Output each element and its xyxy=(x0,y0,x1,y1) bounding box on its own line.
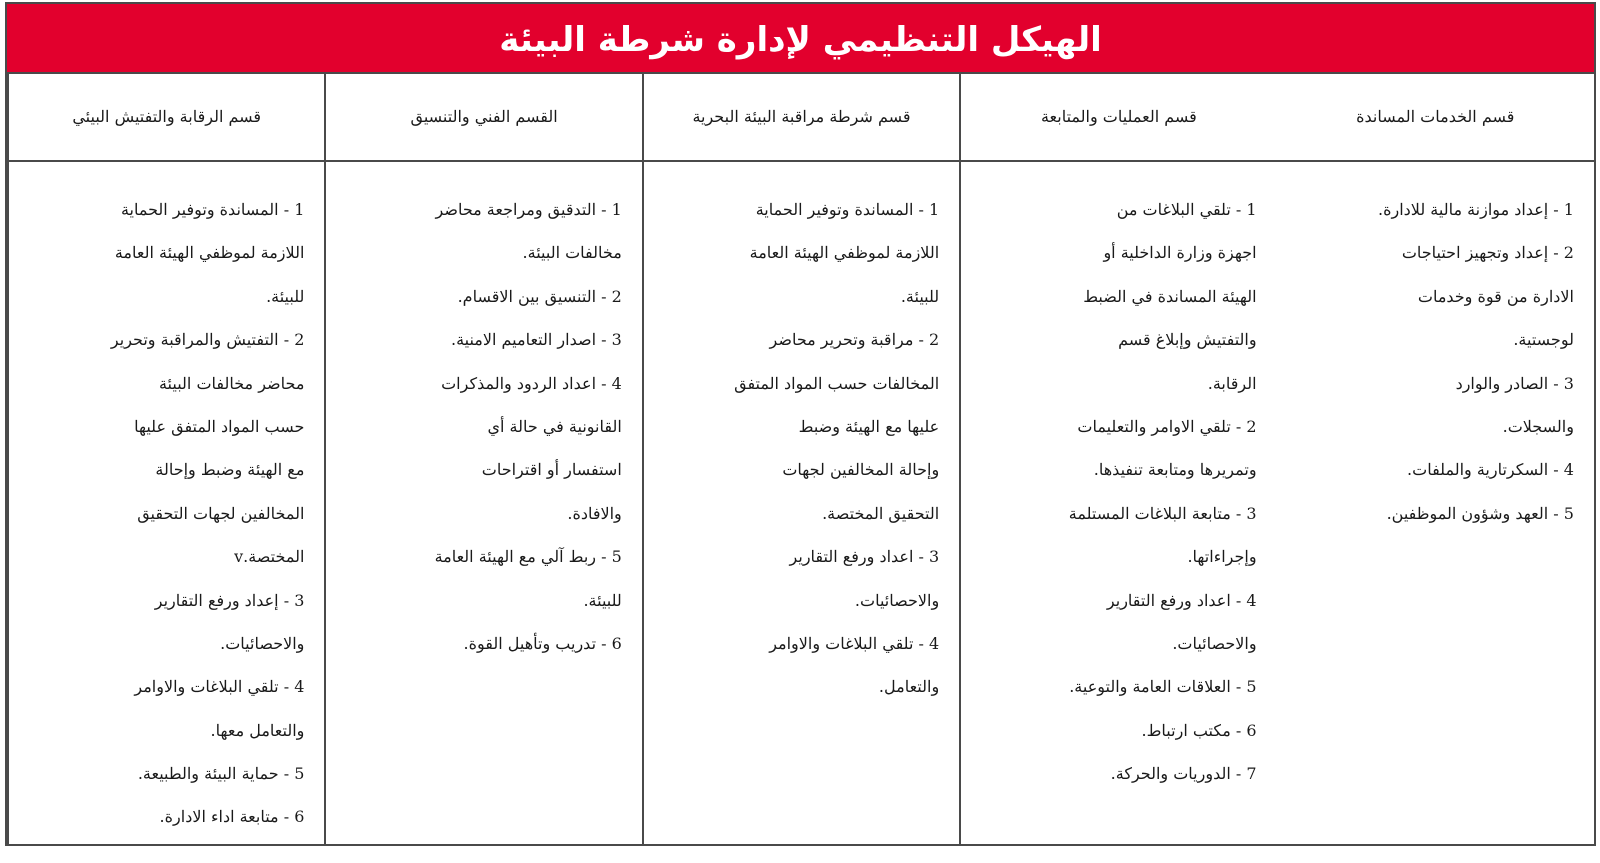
duty-line: 1 - المساندة وتوفير الحماية xyxy=(120,200,305,219)
duty-line: والاحصائيات. xyxy=(1172,633,1257,653)
duty-line: والتعامل معها. xyxy=(210,720,305,740)
duty-line: للبيئة. xyxy=(266,286,305,306)
duty-line: والسجلات. xyxy=(1502,416,1574,436)
duty-line: 2 - تلقي الاوامر والتعليمات xyxy=(1077,416,1257,436)
department-header: قسم الرقابة والتفتيش البيئي xyxy=(9,74,324,162)
department-column xyxy=(959,74,1276,844)
department-header: قسم الخدمات المساندة xyxy=(1277,74,1594,162)
duty-line: اجهزة وزارة الداخلية أو xyxy=(1103,243,1257,263)
duty-line: 1 - إعداد موازنة مالية للادارة. xyxy=(1378,200,1574,219)
duty-line: الادارة من قوة وخدمات xyxy=(1417,286,1574,306)
duty-line: والتعامل. xyxy=(878,677,940,697)
duty-line: 4 - اعداد ورفع التقارير xyxy=(1106,590,1257,610)
department-duties xyxy=(961,162,1276,795)
duty-line: المخالفات حسب المواد المتفق xyxy=(734,373,940,393)
duty-line: 4 - السكرتارية والملفات. xyxy=(1407,460,1574,480)
duty-line: والتفتيش وإبلاغ قسم xyxy=(1118,330,1257,350)
duty-line: استفسار أو اقتراحات xyxy=(481,460,622,480)
duty-line: اللازمة لموظفي الهيئة العامة xyxy=(114,243,305,263)
duty-line: 3 - اصدار التعاميم الامنية. xyxy=(450,330,622,350)
duty-line: والافادة. xyxy=(567,503,622,523)
duty-line: 3 - اعداد ورفع التقارير xyxy=(789,547,940,567)
duty-line: 4 - تلقي البلاغات والاوامر xyxy=(769,633,940,653)
duty-line: للبيئة. xyxy=(900,286,940,306)
department-column xyxy=(7,74,324,844)
department-columns xyxy=(7,74,1594,844)
duty-line: وإجراءاتها. xyxy=(1187,547,1257,567)
duty-line: والاحصائيات. xyxy=(854,590,940,610)
department-duties xyxy=(9,162,324,839)
org-chart-frame xyxy=(5,2,1596,846)
page-title: الهيكل التنظيمي لإدارة شرطة البيئة xyxy=(499,20,1102,60)
duty-line: 2 - إعداد وتجهيز احتياجات xyxy=(1401,243,1574,263)
title-banner xyxy=(7,4,1594,74)
duty-line: 5 - العهد وشؤون الموظفين. xyxy=(1386,503,1574,523)
duty-line: عليها مع الهيئة وضبط xyxy=(798,416,940,436)
department-column xyxy=(324,74,641,844)
department-header: القسم الفني والتنسيق xyxy=(326,74,641,162)
duty-line: 7 - الدوريات والحركة. xyxy=(1110,764,1257,784)
duty-line: 5 - العلاقات العامة والتوعية. xyxy=(1069,677,1257,697)
duty-line: 4 - تلقي البلاغات والاوامر xyxy=(134,677,305,697)
duty-line: 1 - المساندة وتوفير الحماية xyxy=(755,200,940,219)
duty-line: مع الهيئة وضبط وإحالة xyxy=(155,460,305,480)
duty-line: 6 - مكتب ارتباط. xyxy=(1141,720,1257,740)
duty-line: التحقيق المختصة. xyxy=(822,503,940,523)
duty-line: المختصة.v xyxy=(234,547,305,567)
duty-line: 3 - متابعة البلاغات المستلمة xyxy=(1068,503,1257,523)
duty-line: مخالفات البيئة. xyxy=(522,243,622,263)
duty-line: 3 - إعداد ورفع التقارير xyxy=(154,590,305,610)
duty-line: 3 - الصادر والوارد xyxy=(1455,373,1574,393)
department-column xyxy=(642,74,959,844)
duty-line: حسب المواد المتفق عليها xyxy=(134,416,305,436)
duty-line: للبيئة. xyxy=(583,590,622,610)
duty-line: 6 - متابعة اداء الادارة. xyxy=(159,807,305,827)
duty-line: 5 - حماية البيئة والطبيعة. xyxy=(137,764,305,784)
department-duties xyxy=(326,162,641,665)
department-header: قسم العمليات والمتابعة xyxy=(961,74,1276,162)
duty-line: وتمريرها ومتابعة تنفيذها. xyxy=(1093,460,1257,480)
duty-line: القانونية في حالة أي xyxy=(487,416,622,436)
duty-line: لوجستية. xyxy=(1513,330,1574,350)
duty-line: 5 - ربط آلي مع الهيئة العامة xyxy=(434,547,622,567)
department-header: قسم شرطة مراقبة البيئة البحرية xyxy=(644,74,959,162)
duty-line: 2 - التنسيق بين الاقسام. xyxy=(457,286,622,306)
duty-line: 2 - مراقبة وتحرير محاضر xyxy=(769,330,940,350)
duty-line: والاحصائيات. xyxy=(220,633,305,653)
department-duties xyxy=(644,162,959,709)
duty-line: 2 - التفتيش والمراقبة وتحرير xyxy=(110,330,305,350)
duty-line: الهيئة المساندة في الضبط xyxy=(1083,286,1257,306)
duty-line: وإحالة المخالفين لجهات xyxy=(782,460,940,480)
duty-line: 4 - اعداد الردود والمذكرات xyxy=(441,373,622,393)
department-duties xyxy=(1277,162,1594,535)
duty-line: 6 - تدريب وتأهيل القوة. xyxy=(463,633,622,653)
duty-line: اللازمة لموظفي الهيئة العامة xyxy=(749,243,940,263)
department-column xyxy=(1277,74,1594,844)
duty-line: 1 - تلقي البلاغات من xyxy=(1116,200,1257,219)
duty-line: الرقابة. xyxy=(1207,373,1257,393)
duty-line: 1 - التدقيق ومراجعة محاضر xyxy=(435,200,622,219)
duty-line: المخالفين لجهات التحقيق xyxy=(137,503,305,523)
duty-line: محاضر مخالفات البيئة xyxy=(158,373,305,393)
